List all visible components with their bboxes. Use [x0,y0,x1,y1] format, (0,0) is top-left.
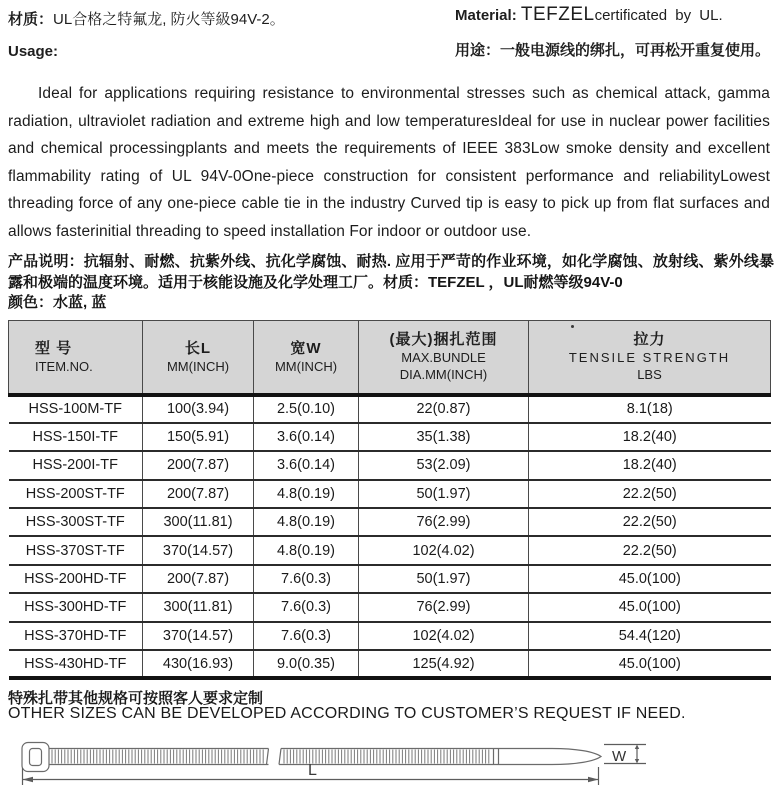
cell-bundle: 76(2.99) [359,508,529,536]
custom-note-zh: 特殊扎带其他规格可按照客人要求定制 [8,690,264,707]
usage-zh-text: 一般电源线的绑扎，可再松开重复使用。 [500,42,771,59]
table-row [9,451,771,479]
material-zh-text: UL合格之特氟龙, 防火等級94V-2。 [53,11,285,28]
col-header-en: TENSILE STRENGTH [568,350,731,366]
cell-length: 100(3.94) [143,395,254,423]
col-header-zh: 型 号 [35,339,73,357]
table-row [9,508,771,536]
col-header-tensile [529,321,771,395]
usage-zh-label: 用途： [455,42,501,59]
cell-tensile: 54.4(120) [529,622,771,650]
table-row [9,565,771,593]
stray-dot [571,325,574,328]
cell-bundle: 102(4.02) [359,622,529,650]
spec-table [8,320,771,680]
col-header-length [143,321,254,395]
col-header-zh: (最大)捆扎范围 [389,331,498,349]
cell-length: 200(7.87) [143,565,254,593]
cell-bundle: 125(4.92) [359,650,529,678]
cell-tensile: 45.0(100) [529,593,771,621]
cell-width: 3.6(0.14) [254,451,359,479]
cell-tensile: 18.2(40) [529,451,771,479]
cell-length: 370(14.57) [143,536,254,564]
cell-item-no: HSS-100M-TF [9,395,143,423]
material-en-suffix: certificated by UL. [594,7,723,24]
cell-tensile: 22.2(50) [529,536,771,564]
cell-item-no: HSS-200ST-TF [9,480,143,508]
length-label: L [308,762,317,779]
cell-length: 150(5.91) [143,423,254,451]
table-row [9,650,771,678]
cell-bundle: 35(1.38) [359,423,529,451]
col-header-en: MAX.BUNDLE [401,350,486,366]
cell-width: 2.5(0.10) [254,395,359,423]
spec-table-wrap [8,320,770,680]
cell-item-no: HSS-200I-TF [9,451,143,479]
cell-item-no: HSS-150I-TF [9,423,143,451]
cell-bundle: 53(2.09) [359,451,529,479]
col-header-zh: 拉力 [633,331,666,349]
material-zh-line [8,10,438,30]
cell-length: 300(11.81) [143,593,254,621]
cell-tensile: 22.2(50) [529,508,771,536]
cell-bundle: 50(1.97) [359,565,529,593]
col-header-item-no [9,321,143,395]
top-left-block [8,10,438,60]
usage-zh-line [455,39,775,60]
color-line: 颜色：水蓝, 蓝 [8,294,107,311]
col-header-zh: 长L [184,339,212,357]
top-right-block [455,4,775,60]
col-header-en2: LBS [637,367,662,383]
description-zh: 产品说明：抗辐射、耐燃、抗紫外线、抗化学腐蚀、耐热. 应用于严苛的作业环境，如化学腐蚀、放射线、紫外线暴露和极端的温度环境。适用于核能设施及化学处理工厂。材质：TEFZEL ，UL耐燃等级94V-0 [8,253,774,291]
cell-item-no: HSS-370HD-TF [9,622,143,650]
cell-tensile: 18.2(40) [529,423,771,451]
cell-item-no: HSS-430HD-TF [9,650,143,678]
material-en-label: Material: [455,7,517,24]
col-header-max-bundle [359,321,529,395]
usage-label: Usage: [8,43,59,60]
col-header-en2: DIA.MM(INCH) [399,367,488,383]
table-header-row [9,321,771,395]
cell-item-no: HSS-200HD-TF [9,565,143,593]
cell-width: 4.8(0.19) [254,536,359,564]
cell-tensile: 45.0(100) [529,650,771,678]
col-header-en: ITEM.NO. [35,358,93,374]
col-header-zh: 宽W [290,339,322,357]
band-segment-1 [49,749,269,765]
tie-head-slot [30,749,42,766]
tie-head [22,743,49,772]
cell-bundle: 22(0.87) [359,395,529,423]
width-label: W [612,748,627,765]
table-row [9,480,771,508]
cell-length: 200(7.87) [143,451,254,479]
col-header-en: MM(INCH) [274,358,338,374]
cell-tensile: 22.2(50) [529,480,771,508]
cell-item-no: HSS-300HD-TF [9,593,143,621]
cell-width: 7.6(0.3) [254,565,359,593]
cell-length: 300(11.81) [143,508,254,536]
table-row [9,593,771,621]
cell-item-no: HSS-370ST-TF [9,536,143,564]
table-row [9,622,771,650]
col-header-width [254,321,359,395]
cell-width: 9.0(0.35) [254,650,359,678]
band-segment-2 [279,749,601,765]
material-zh-label: 材质： [8,11,54,28]
cell-bundle: 102(4.02) [359,536,529,564]
cell-item-no: HSS-300ST-TF [9,508,143,536]
cell-width: 4.8(0.19) [254,508,359,536]
cell-length: 430(16.93) [143,650,254,678]
table-row [9,395,771,423]
cable-tie-diagram [0,736,778,796]
cell-length: 370(14.57) [143,622,254,650]
description-zh-block [8,252,774,314]
band-ribs-1 [52,750,263,764]
cell-bundle: 76(2.99) [359,593,529,621]
custom-note-en: OTHER SIZES CAN BE DEVELOPED ACCORDING TO CUSTOMER’S REQUEST IF NEED. [8,705,686,722]
cell-width: 7.6(0.3) [254,593,359,621]
col-header-en: MM(INCH) [166,358,230,374]
cell-width: 3.6(0.14) [254,423,359,451]
cell-width: 4.8(0.19) [254,480,359,508]
cell-width: 7.6(0.3) [254,622,359,650]
table-row [9,536,771,564]
description-en: Ideal for applications requiring resistance to environmental stresses such as chemical attack, gamma radiation, ultraviolet radiation and extreme high and low temperaturesIdeal for use in nuclear power facilities and chemical processingplants and meets the requirements of IEEE 383Low smoke density and excellent flammability rating of UL 94V-0One-piece construction for consistent performance and reliabilityLowest threading force of any one-piece cable tie in the industry Curved tip is easy to pick up from flat surfaces and allows fasterinitial threading to speed installation For indoor or outdoor use. [8,85,770,240]
cell-tensile: 45.0(100) [529,565,771,593]
cell-tensile: 8.1(18) [529,395,771,423]
table-row [9,423,771,451]
serration-end-marks [494,749,499,765]
cell-length: 200(7.87) [143,480,254,508]
cell-bundle: 50(1.97) [359,480,529,508]
material-en-line [455,4,775,27]
material-en-value: TEFZEL [520,4,595,25]
